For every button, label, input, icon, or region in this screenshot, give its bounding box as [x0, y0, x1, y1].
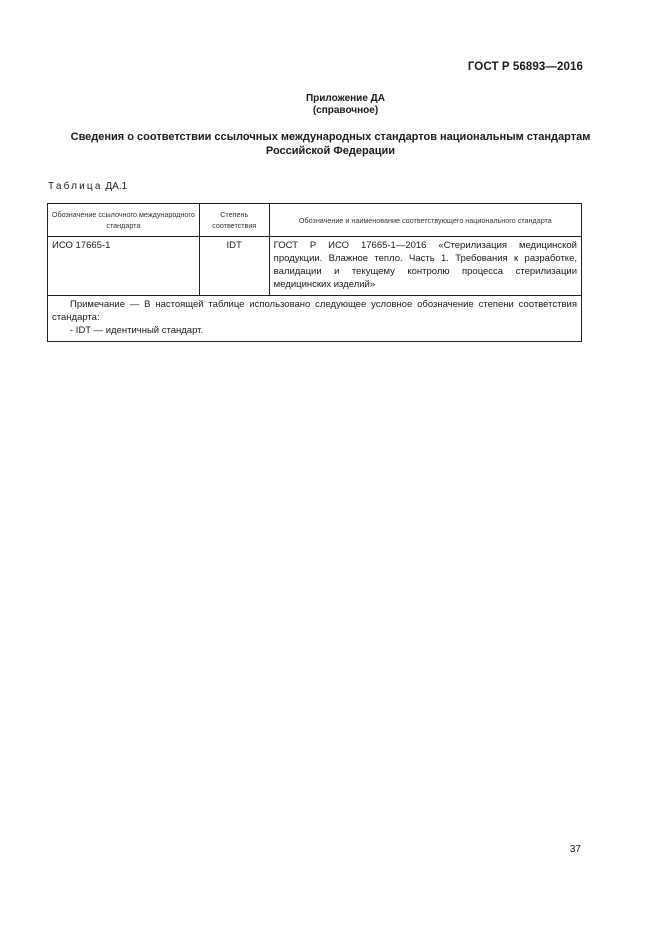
table-note-item: - IDT — идентичный стандарт.: [70, 325, 204, 336]
page-number: 37: [569, 844, 581, 855]
table-note: [48, 296, 582, 342]
column-header-national: Обозначение и наименование соответствующего национального стандарта: [269, 204, 581, 237]
column-header-reference: Обозначение ссылочного международного стандарта: [48, 204, 200, 237]
annex-title: Приложение ДА: [305, 93, 386, 104]
standards-correspondence-table: [47, 203, 582, 342]
section-heading-line-1: Сведения о соответствии ссылочных международных стандартов национальным стандартам: [70, 131, 591, 143]
table-caption: [48, 181, 127, 192]
section-heading: [50, 130, 611, 158]
table-row: [48, 237, 582, 296]
table-caption-number: ДА.1: [105, 181, 128, 192]
table-note-text: Примечание — В настоящей таблице использовано следующее условное обозначение степени соответствия стандарта:: [52, 299, 577, 323]
annex-title-block: [0, 93, 661, 117]
cell-reference-standard: ИСО 17665-1: [48, 237, 200, 296]
column-header-degree: Степень соответствия: [199, 204, 269, 237]
document-code: ГОСТ Р 56893—2016: [467, 61, 583, 73]
cell-degree: IDT: [199, 237, 269, 296]
table-note-row: [48, 296, 582, 342]
cell-national-standard: ГОСТ Р ИСО 17665-1—2016 «Стерилизация медицинской продукции. Влажное тепло. Часть 1. Требования к разработке, валидации и текущему контролю процесса стерилизации медицинских изделий»: [269, 237, 581, 296]
annex-subtitle: (справочное): [312, 105, 379, 116]
table-caption-label: Таблица: [48, 181, 103, 192]
table-header-row: [48, 204, 582, 237]
section-heading-line-2: Российской Федерации: [265, 145, 396, 157]
